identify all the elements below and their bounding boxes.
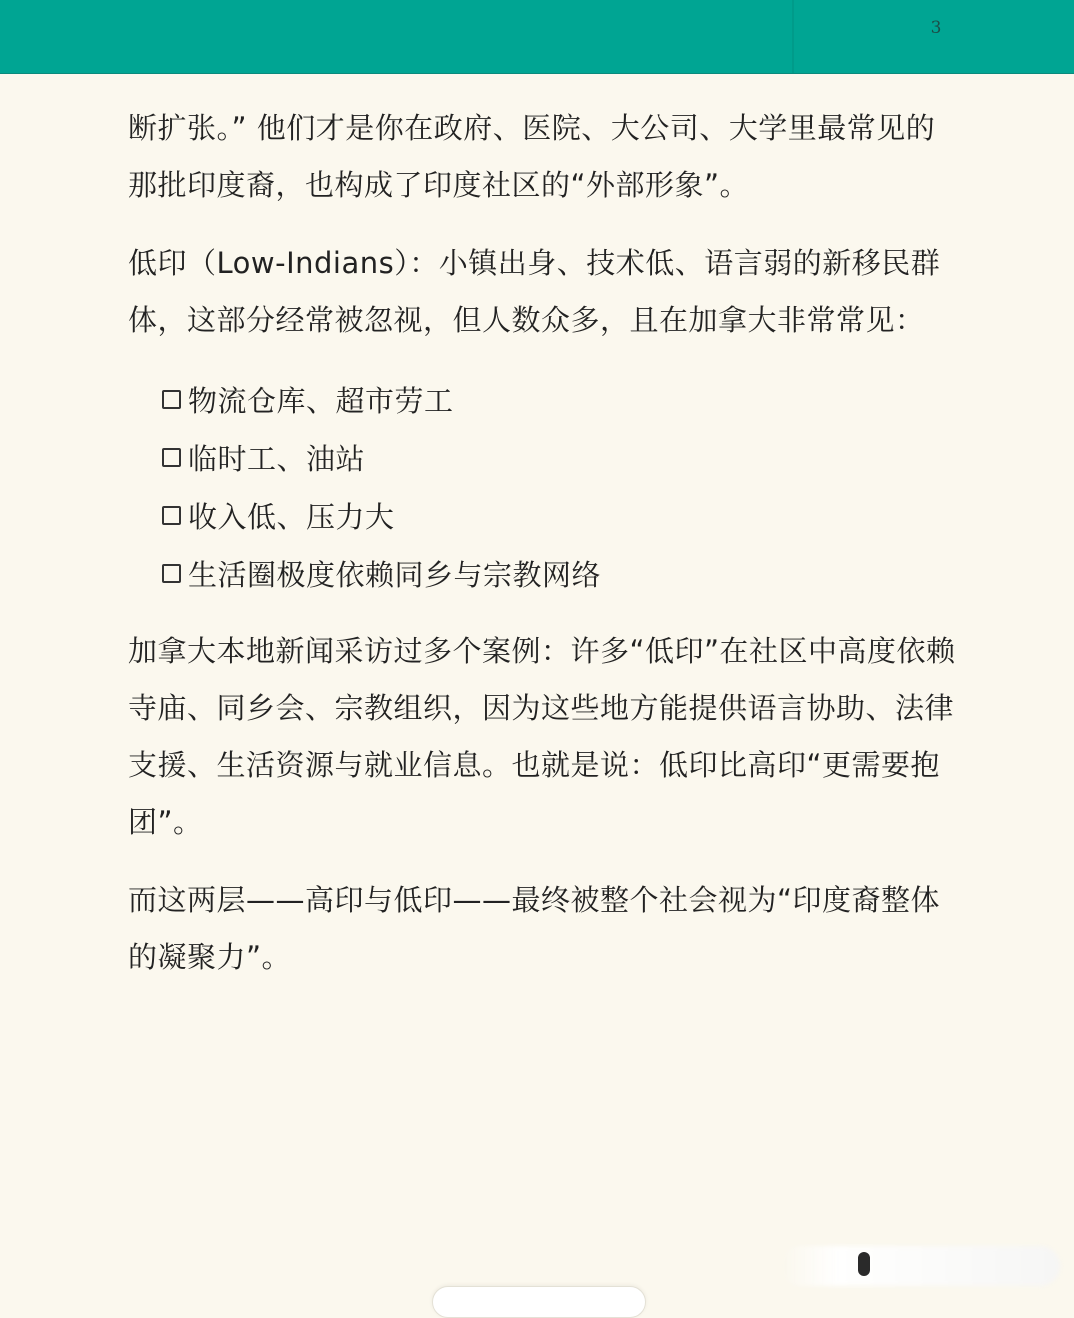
list-item	[162, 370, 958, 428]
checkbox-icon	[162, 506, 181, 525]
home-indicator[interactable]	[432, 1286, 646, 1318]
list-item	[162, 486, 958, 544]
paragraph: 低印（Low-Indians）：小镇出身、技术低、语言弱的新移民群体，这部分经常被忽视，但人数众多，且在加拿大非常常见：	[128, 246, 941, 337]
checkbox-icon	[162, 448, 181, 467]
checkbox-icon	[162, 564, 181, 583]
list-item-label: 生活圈极度依赖同乡与宗教网络	[188, 557, 602, 592]
list-item-label: 收入低、压力大	[188, 499, 395, 534]
list-item	[162, 428, 958, 486]
watermark-mark-icon	[858, 1252, 870, 1276]
list-item-label: 临时工、油站	[188, 441, 366, 476]
article-body	[128, 100, 958, 986]
top-bar	[0, 0, 1074, 74]
paragraph: 加拿大本地新闻采访过多个案例：许多“低印”在社区中高度依赖寺庙、同乡会、宗教组织，因为这些地方能提供语言协助、法律支援、生活资源与就业信息。也就是说：低印比高印“更需要抱团”。	[128, 634, 956, 839]
list-item-label: 物流仓库、超市劳工	[188, 383, 454, 418]
watermark	[780, 1246, 1060, 1286]
bullet-list	[162, 370, 958, 602]
top-bar-divider	[792, 0, 794, 73]
page-number: 3	[930, 18, 942, 38]
paragraph: 断扩张。” 他们才是你在政府、医院、大公司、大学里最常见的那批印度裔，也构成了印度社区的“外部形象”。	[128, 111, 936, 202]
paragraph: 而这两层——高印与低印——最终被整个社会视为“印度裔整体的凝聚力”。	[128, 883, 941, 974]
list-item	[162, 544, 958, 602]
checkbox-icon	[162, 390, 181, 409]
